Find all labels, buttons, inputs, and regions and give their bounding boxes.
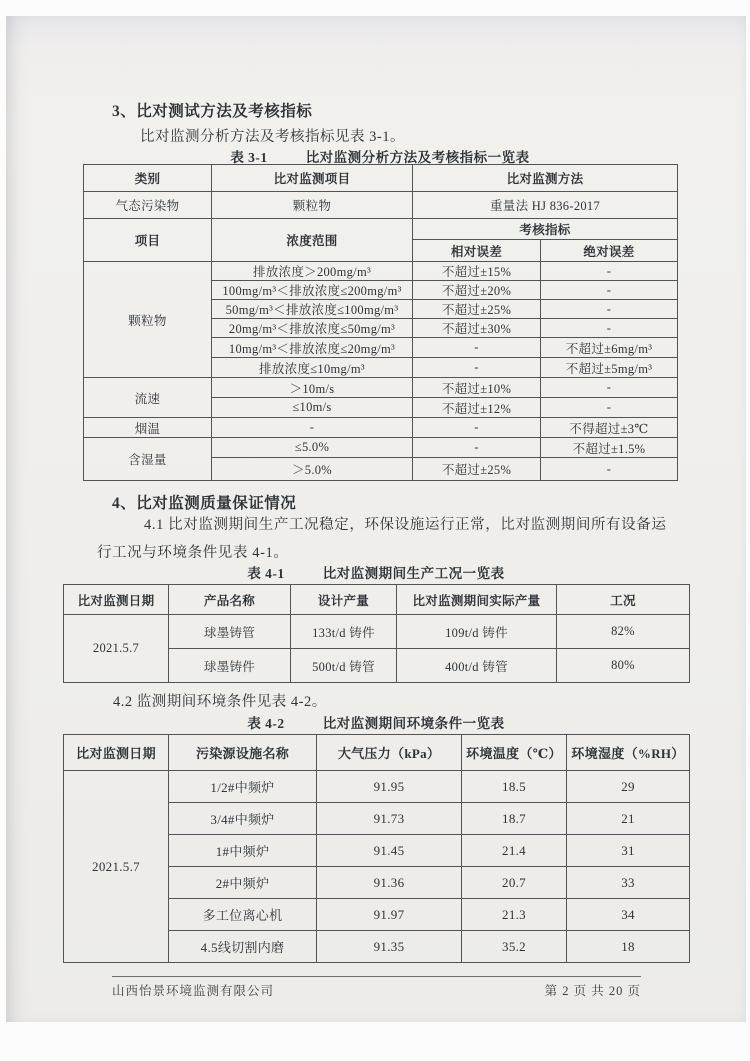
cell-range: 100mg/m³＜排放浓度≤200mg/m³	[212, 281, 413, 300]
cell-rel: 不超过±12%	[413, 398, 541, 418]
cell-abs: -	[541, 262, 678, 281]
cell-facility: 多工位离心机	[169, 899, 317, 931]
cell-design: 133t/d 铸件	[291, 615, 397, 649]
col-header-range: 浓度范围	[212, 219, 413, 262]
cell-temp: 20.7	[462, 867, 567, 899]
cell-abs: 不超过±1.5%	[541, 438, 678, 458]
section4-heading: 4、比对监测质量保证情况	[112, 495, 297, 512]
section3-intro: 比对监测分析方法及考核指标见表 3-1。	[140, 129, 405, 145]
group-label-moisture: 含湿量	[84, 438, 212, 481]
page-footer	[112, 981, 641, 999]
table31-caption-label: 表 3-1	[230, 150, 268, 165]
table42-caption-label: 表 4-2	[247, 716, 285, 731]
cell-facility: 4.5线切割内磨	[169, 931, 317, 963]
cell-facility: 1#中频炉	[169, 835, 317, 867]
cell-temp: 18.7	[462, 803, 567, 835]
cell-humidity: 31	[567, 835, 690, 867]
cell-range: ＞10m/s	[212, 378, 413, 398]
table41-caption-title: 比对监测期间生产工况一览表	[322, 566, 505, 581]
cell-pressure: 91.95	[317, 771, 462, 803]
cell-humidity: 34	[567, 899, 690, 931]
group-label-flue-temp: 烟温	[84, 418, 212, 438]
cell-pressure: 91.35	[317, 931, 462, 963]
col-header-indicator: 考核指标	[413, 219, 678, 240]
table42-caption-title: 比对监测期间环境条件一览表	[322, 716, 505, 731]
cell-abs: -	[541, 458, 678, 481]
cell-facility: 3/4#中频炉	[169, 803, 317, 835]
footer-company-name: 山西怡景环境监测有限公司	[112, 984, 275, 998]
col-header-temperature: 环境温度（℃）	[462, 735, 567, 771]
cell-item-value: 颗粒物	[212, 192, 413, 219]
cell-range: ＞5.0%	[212, 458, 413, 481]
table31-caption	[83, 146, 677, 166]
cell-rel: 不超过±15%	[413, 262, 541, 281]
col-header-project: 项目	[84, 219, 212, 262]
col-header-abs-error: 绝对误差	[541, 240, 678, 262]
cell-facility: 1/2#中频炉	[169, 771, 317, 803]
col-header-humidity: 环境湿度（%RH）	[567, 735, 690, 771]
cell-pressure: 91.73	[317, 803, 462, 835]
cell-temp: 21.3	[462, 899, 567, 931]
cell-humidity: 29	[567, 771, 690, 803]
cell-humidity: 21	[567, 803, 690, 835]
col-header-load: 工况	[557, 585, 690, 615]
cell-rel: -	[413, 358, 541, 378]
cell-rel: 不超过±10%	[413, 378, 541, 398]
table42-caption	[63, 712, 689, 732]
col-header-category: 类别	[84, 165, 212, 192]
footer-page-number: 第 2 页 共 20 页	[544, 984, 641, 998]
col-header-facility: 污染源设施名称	[169, 735, 317, 771]
cell-load: 80%	[557, 649, 690, 683]
table-4-1	[63, 584, 690, 683]
cell-rel: 不超过±25%	[413, 300, 541, 319]
cell-product: 球墨铸管	[169, 615, 291, 649]
cell-range: ≤10m/s	[212, 398, 413, 418]
cell-method-value: 重量法 HJ 836-2017	[413, 192, 678, 219]
cell-range: -	[212, 418, 413, 438]
col-header-rel-error: 相对误差	[413, 240, 541, 262]
col-header-date: 比对监测日期	[64, 735, 169, 771]
section4-2-line: 4.2 监测期间环境条件见表 4-2。	[113, 694, 327, 710]
cell-product: 球墨铸件	[169, 649, 291, 683]
cell-rel: 不超过±30%	[413, 319, 541, 338]
cell-rel: -	[413, 438, 541, 458]
cell-range: 排放浓度＞200mg/m³	[212, 262, 413, 281]
cell-humidity: 18	[567, 931, 690, 963]
cell-range: 50mg/m³＜排放浓度≤100mg/m³	[212, 300, 413, 319]
cell-monitor-date: 2021.5.7	[64, 771, 169, 963]
cell-humidity: 33	[567, 867, 690, 899]
cell-pressure: 91.45	[317, 835, 462, 867]
cell-abs: -	[541, 378, 678, 398]
cell-temp: 35.2	[462, 931, 567, 963]
col-header-item: 比对监测项目	[212, 165, 413, 192]
cell-abs: -	[541, 398, 678, 418]
col-header-product: 产品名称	[169, 585, 291, 615]
table41-caption-label: 表 4-1	[247, 566, 285, 581]
cell-monitor-date: 2021.5.7	[64, 615, 169, 683]
cell-rel: 不超过±25%	[413, 458, 541, 481]
cell-facility: 2#中频炉	[169, 867, 317, 899]
col-header-date: 比对监测日期	[64, 585, 169, 615]
cell-rel: -	[413, 418, 541, 438]
cell-pressure: 91.36	[317, 867, 462, 899]
cell-temp: 18.5	[462, 771, 567, 803]
cell-range: 20mg/m³＜排放浓度≤50mg/m³	[212, 319, 413, 338]
cell-range: 排放浓度≤10mg/m³	[212, 358, 413, 378]
section3-heading: 3、比对测试方法及考核指标	[112, 103, 313, 120]
cell-abs: -	[541, 281, 678, 300]
group-label-flow-speed: 流速	[84, 378, 212, 418]
table-3-1	[83, 164, 678, 481]
cell-abs: 不得超过±3℃	[541, 418, 678, 438]
cell-load: 82%	[557, 615, 690, 649]
cell-range: ≤5.0%	[212, 438, 413, 458]
cell-range: 10mg/m³＜排放浓度≤20mg/m³	[212, 338, 413, 358]
cell-abs: 不超过±6mg/m³	[541, 338, 678, 358]
col-header-method: 比对监测方法	[413, 165, 678, 192]
table31-caption-title: 比对监测分析方法及考核指标一览表	[305, 150, 530, 165]
col-header-actual-output: 比对监测期间实际产量	[397, 585, 557, 615]
table41-caption	[63, 562, 689, 582]
cell-abs: -	[541, 319, 678, 338]
col-header-design-output: 设计产量	[291, 585, 397, 615]
cell-category-value: 气态污染物	[84, 192, 212, 219]
cell-actual: 109t/d 铸件	[397, 615, 557, 649]
footer-divider	[112, 976, 641, 977]
section4-1-paragraph: 4.1 比对监测期间生产工况稳定，环保设施运行正常，比对监测期间所有设备运行工况与环境条件见表 4-1。	[97, 517, 667, 561]
cell-rel: -	[413, 338, 541, 358]
cell-design: 500t/d 铸管	[291, 649, 397, 683]
cell-temp: 21.4	[462, 835, 567, 867]
group-label-particulate: 颗粒物	[84, 262, 212, 378]
cell-abs: 不超过±5mg/m³	[541, 358, 678, 378]
table-4-2	[63, 734, 690, 963]
cell-actual: 400t/d 铸管	[397, 649, 557, 683]
cell-pressure: 91.97	[317, 899, 462, 931]
cell-rel: 不超过±20%	[413, 281, 541, 300]
col-header-pressure: 大气压力（kPa）	[317, 735, 462, 771]
cell-abs: -	[541, 300, 678, 319]
